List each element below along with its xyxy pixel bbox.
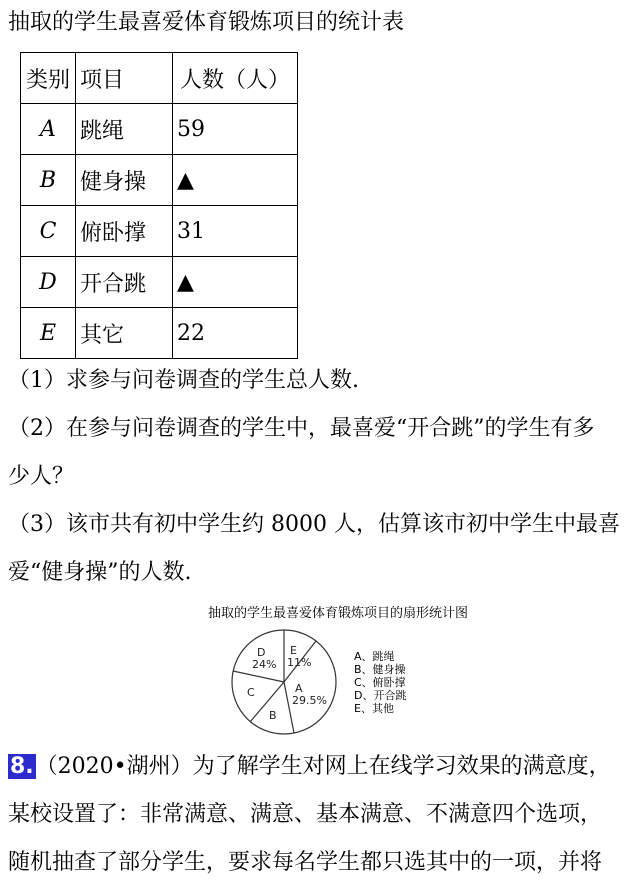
pie-divider — [233, 671, 284, 682]
stats-table — [20, 52, 298, 359]
legend-item: A、跳绳 — [354, 650, 395, 663]
legend-item: D、开合跳 — [354, 689, 407, 702]
cell-category: D — [21, 257, 76, 308]
cell-item: 健身操 — [76, 155, 173, 206]
pie-chart-title: 抽取的学生最喜爱体育锻炼项目的扇形统计图 — [208, 606, 469, 621]
header-item: 项目 — [76, 53, 173, 104]
cell-category: A — [21, 104, 76, 155]
pie-divider — [284, 682, 294, 733]
question-3-line-1: （3）该市共有初中学生约 8000 人，估算该市初中学生中最喜 — [8, 512, 620, 537]
cell-item: 其它 — [76, 308, 173, 359]
problem-8-line-3: 随机抽查了部分学生，要求每名学生都只选其中的一项，并将 — [8, 850, 603, 875]
question-1: （1）求参与问卷调查的学生总人数. — [8, 368, 359, 393]
table-row — [21, 308, 298, 359]
cell-item: 跳绳 — [76, 104, 173, 155]
problem-8-line-2: 某校设置了：非常满意、满意、基本满意、不满意四个选项， — [8, 802, 603, 827]
table-row — [21, 206, 298, 257]
cell-count: ▲ — [173, 155, 298, 206]
question-2-line-1: （2）在参与问卷调查的学生中，最喜爱“开合跳”的学生有多 — [8, 416, 595, 441]
table-header-row — [21, 53, 298, 104]
legend-item: B、健身操 — [354, 663, 406, 676]
cell-count: 59 — [173, 104, 298, 155]
slice-label-c: C — [247, 686, 255, 699]
pie-chart — [220, 616, 350, 736]
cell-count: ▲ — [173, 257, 298, 308]
legend-item: E、其他 — [354, 702, 394, 715]
problem-8-line-1 — [8, 752, 611, 782]
table-row — [21, 104, 298, 155]
slice-label-e: E — [290, 644, 297, 657]
cell-item: 开合跳 — [76, 257, 173, 308]
slice-label-d: D — [257, 646, 266, 659]
problem-8-text: （2020•湖州）为了解学生对网上在线学习效果的满意度， — [35, 754, 611, 779]
slice-label-b: B — [269, 709, 277, 722]
slice-pct-d: 24% — [252, 658, 277, 671]
problem-number: 8. — [10, 754, 34, 779]
question-2-line-2: 少人？ — [8, 464, 75, 489]
header-category: 类别 — [21, 53, 76, 104]
slice-label-a: A — [295, 682, 303, 695]
cell-category: E — [21, 308, 76, 359]
table-title: 抽取的学生最喜爱体育锻炼项目的统计表 — [8, 10, 405, 35]
cell-count: 22 — [173, 308, 298, 359]
pie-divider — [250, 682, 284, 722]
slice-pct-a: 29.5% — [292, 694, 327, 707]
question-3-line-2: 爱“健身操”的人数. — [8, 560, 192, 585]
cell-category: C — [21, 206, 76, 257]
cell-category: B — [21, 155, 76, 206]
cell-count: 31 — [173, 206, 298, 257]
header-count: 人数（人） — [173, 53, 298, 104]
table-row — [21, 257, 298, 308]
pie-legend — [354, 650, 406, 715]
table-row — [21, 155, 298, 206]
legend-item: C、俯卧撑 — [354, 676, 406, 689]
slice-pct-e: 11% — [287, 656, 312, 669]
cell-item: 俯卧撑 — [76, 206, 173, 257]
